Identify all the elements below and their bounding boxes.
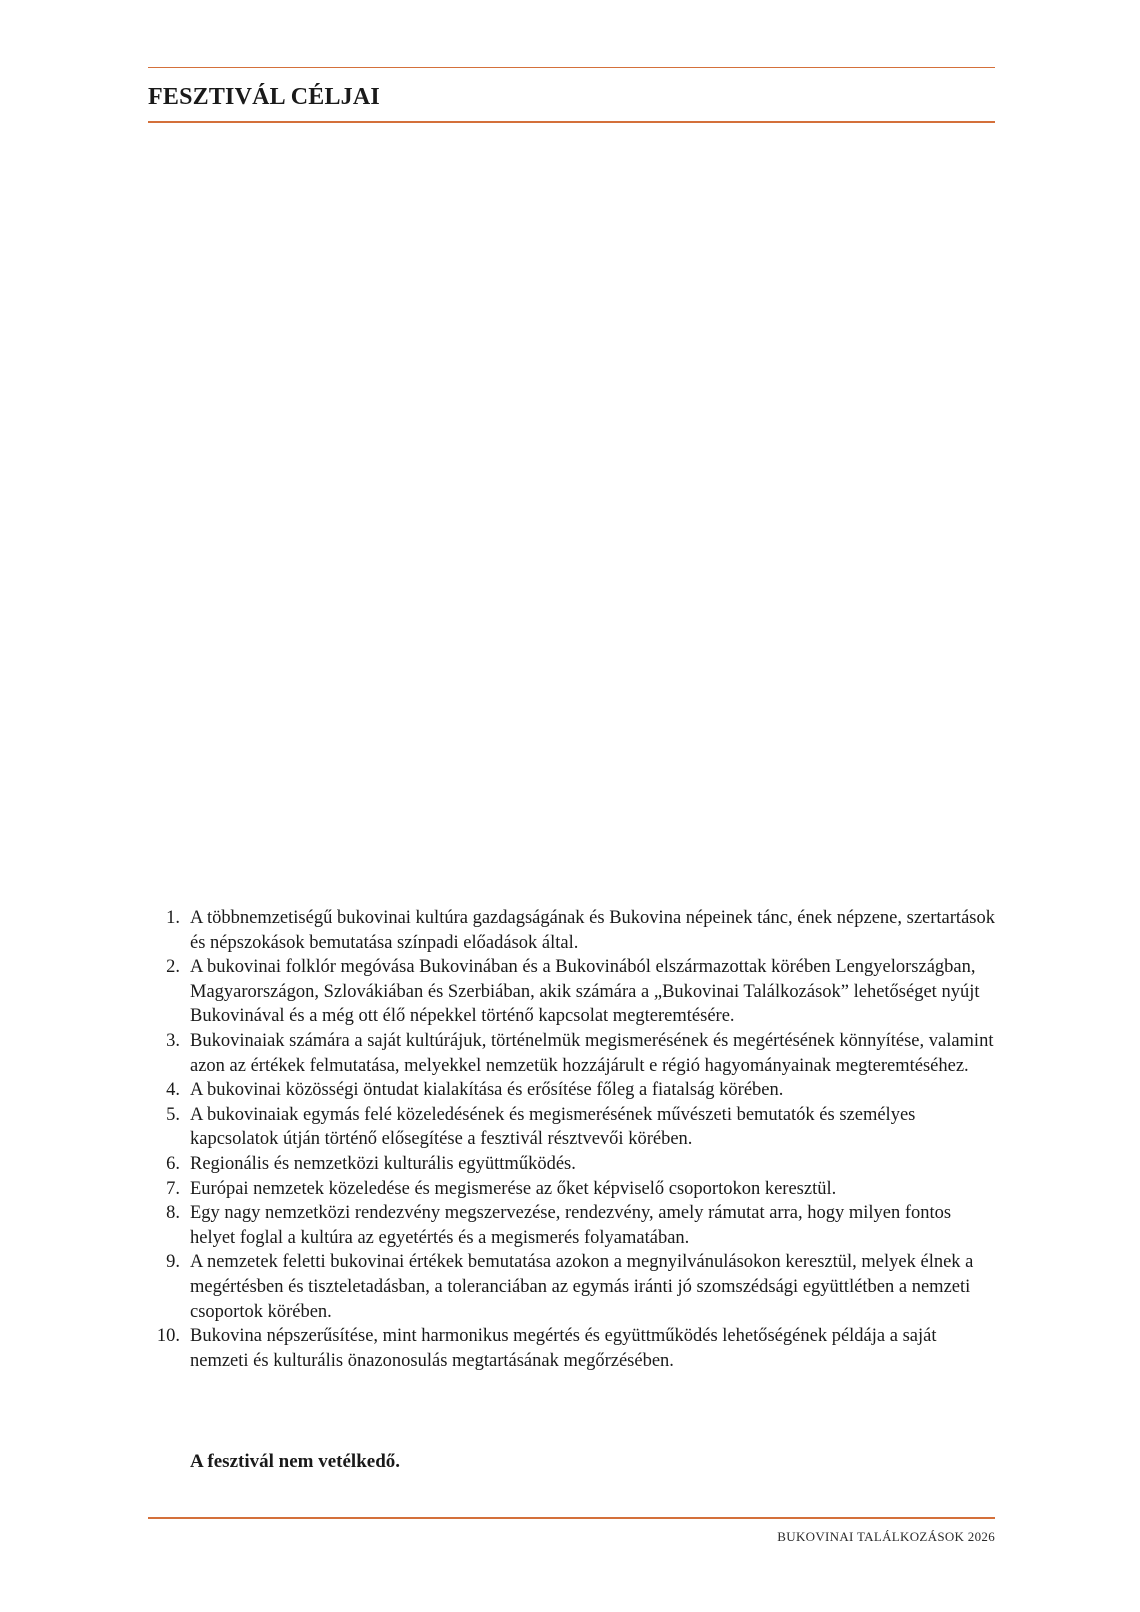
- list-item-number: 7.: [166, 1178, 180, 1199]
- list-item-text: Regionális és nemzetközi kulturális együttműködés.: [190, 1153, 576, 1174]
- list-item-number: 4.: [166, 1080, 180, 1101]
- list-item-number: 10.: [156, 1326, 180, 1347]
- footer-rule: [148, 1517, 995, 1519]
- list-item: [150, 1078, 995, 1103]
- list-item-text: Európai nemzetek közeledése és megismerése az őket képviselő csoportokon keresztül.: [190, 1178, 837, 1199]
- list-item: [150, 955, 995, 1029]
- list-item: [150, 1250, 995, 1324]
- festival-goals-list: [150, 906, 995, 1373]
- list-item-number: 6.: [166, 1153, 180, 1174]
- list-item: [150, 1324, 995, 1373]
- list-item-number: 9.: [166, 1252, 180, 1273]
- list-item-text: Bukovina népszerűsítése, mint harmonikus megértés és együttműködés lehetőségének példája a saját nemzeti és kulturális önazonosulás megtartásának megőrzésében.: [190, 1326, 937, 1371]
- list-item-text: A többnemzetiségű bukovinai kultúra gazdagságának és Bukovina népeinek tánc, ének népzene, szertartások és népszokások bemutatása színpadi előadások által.: [190, 908, 995, 953]
- closing-note: A fesztivál nem vetélkedő.: [190, 1451, 401, 1472]
- list-item-text: A bukovinaiak egymás felé közeledésének és megismerésének művészeti bemutatók és személyes kapcsolatok útján történő elősegítése a fesztivál résztvevői körében.: [190, 1104, 916, 1150]
- list-item-number: 2.: [166, 957, 180, 978]
- list-item-text: Bukovinaiak számára a saját kultúrájuk, történelmük megismerésének és megértésének könnyítése, valamint azon az értékek felmutatása, melyekkel nemzetük hozzájárult e régió hagyományainak megteremtéséhez.: [190, 1030, 994, 1076]
- header-top-rule: [148, 67, 995, 68]
- list-item-number: 8.: [166, 1203, 180, 1224]
- list-item: [150, 1201, 995, 1250]
- list-item: [150, 1029, 995, 1078]
- list-item: [150, 1103, 995, 1152]
- list-item: [150, 1152, 995, 1177]
- list-item-text: Egy nagy nemzetközi rendezvény megszervezése, rendezvény, amely rámutat arra, hogy milyen fontos helyet foglal a kultúra az egyetértés és a megismerés folyamatában.: [190, 1203, 952, 1248]
- list-item-number: 5.: [166, 1104, 180, 1125]
- list-item: [150, 1177, 995, 1202]
- list-item-number: 3.: [166, 1030, 180, 1051]
- list-item: [150, 906, 995, 955]
- page-title: FESZTIVÁL CÉLJAI: [148, 84, 380, 110]
- list-item-number: 1.: [166, 908, 180, 928]
- list-item-text: A bukovinai folklór megóvása Bukovinában és a Bukovinából elszármazottak körében Lengyelországban, Magyarországon, Szlovákiában és Szerbiában, akik számára a „Bukovinai Találkozások” lehetőséget nyújt Bukovinával és a még ott élő népekkel történő kapcsolat megteremtésére.: [190, 957, 980, 1027]
- footer-text: BUKOVINAI TALÁLKOZÁSOK 2026: [777, 1529, 995, 1544]
- list-item-text: A nemzetek feletti bukovinai értékek bemutatása azokon a megnyilvánulásokon keresztül, melyek élnek a megértésben és tiszteletadásban, a toleranciában az egymás iránti jó szomszédsági együttlétben a nemzeti csoportok körében.: [190, 1252, 974, 1322]
- list-item-text: A bukovinai közösségi öntudat kialakítása és erősítése főleg a fiatalság körében.: [190, 1080, 784, 1101]
- header-bottom-rule: [148, 121, 995, 123]
